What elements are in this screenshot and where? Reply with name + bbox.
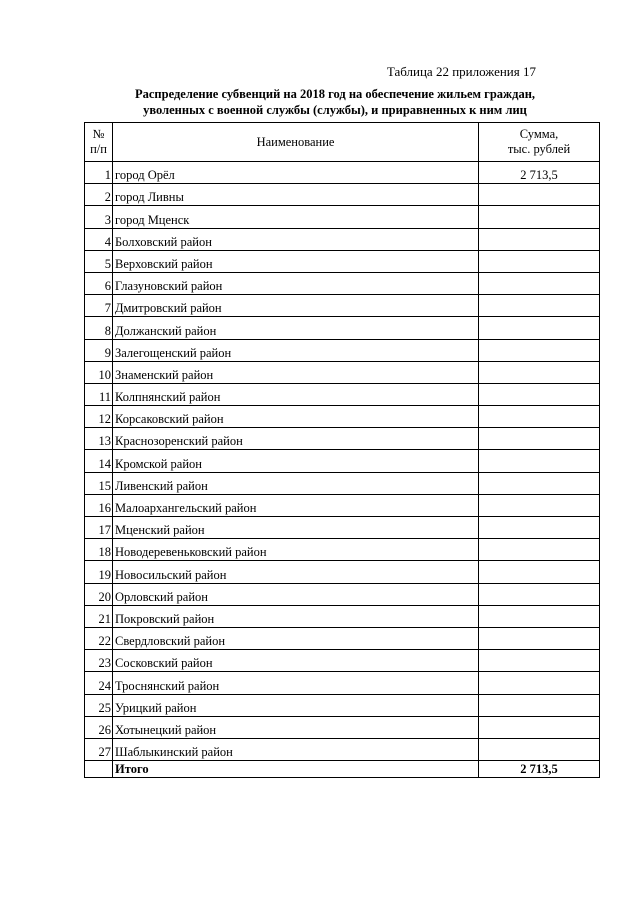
table-row [85, 716, 600, 738]
document-title [100, 86, 570, 118]
row-num-cell: 13 [85, 428, 113, 450]
table-row [85, 517, 600, 539]
row-name-cell: город Мценск [113, 206, 479, 228]
row-name-cell: Мценский район [113, 517, 479, 539]
table-row [85, 627, 600, 649]
header-num-line-2: п/п [90, 142, 107, 156]
row-sum-cell [479, 716, 600, 738]
row-sum-cell [479, 539, 600, 561]
row-name-cell: Орловский район [113, 583, 479, 605]
row-num-cell: 6 [85, 272, 113, 294]
row-name-cell: город Орёл [113, 162, 479, 184]
table-row [85, 206, 600, 228]
row-num-cell: 26 [85, 716, 113, 738]
row-num-cell: 5 [85, 250, 113, 272]
table-header-row [85, 123, 600, 162]
row-name-cell: Верховский район [113, 250, 479, 272]
row-sum-cell [479, 494, 600, 516]
row-sum-cell [479, 406, 600, 428]
row-sum-cell [479, 272, 600, 294]
table-row [85, 162, 600, 184]
row-num-cell: 21 [85, 605, 113, 627]
row-sum-cell [479, 228, 600, 250]
total-row [85, 761, 600, 778]
row-num-cell: 14 [85, 450, 113, 472]
row-name-cell: Залегощенский район [113, 339, 479, 361]
row-num-cell: 20 [85, 583, 113, 605]
row-num-cell: 7 [85, 295, 113, 317]
row-sum-cell: 2 713,5 [479, 162, 600, 184]
row-name-cell: Болховский район [113, 228, 479, 250]
row-num-cell: 24 [85, 672, 113, 694]
table-row [85, 650, 600, 672]
table-row [85, 339, 600, 361]
row-name-cell: город Ливны [113, 184, 479, 206]
row-name-cell: Шаблыкинский район [113, 738, 479, 760]
row-sum-cell [479, 694, 600, 716]
title-line-1: Распределение субвенций на 2018 год на обеспечение жильем граждан, [134, 87, 536, 101]
row-name-cell: Новосильский район [113, 561, 479, 583]
table-row [85, 561, 600, 583]
row-sum-cell [479, 250, 600, 272]
row-num-cell: 17 [85, 517, 113, 539]
table-row [85, 184, 600, 206]
row-name-cell: Должанский район [113, 317, 479, 339]
row-sum-cell [479, 361, 600, 383]
header-sum [479, 123, 600, 162]
row-name-cell: Новодеревеньковский район [113, 539, 479, 561]
table-row [85, 272, 600, 294]
row-name-cell: Покровский район [113, 605, 479, 627]
table-body [85, 162, 600, 761]
row-num-cell: 3 [85, 206, 113, 228]
row-num-cell: 9 [85, 339, 113, 361]
title-line-2: уволенных с военной службы (службы), и приравненных к ним лиц [143, 103, 527, 117]
table-row [85, 472, 600, 494]
table-row [85, 295, 600, 317]
header-num [85, 123, 113, 162]
table-row [85, 406, 600, 428]
header-num-line-1: № [92, 127, 105, 141]
row-num-cell: 19 [85, 561, 113, 583]
table-row [85, 317, 600, 339]
row-name-cell: Троснянский район [113, 672, 479, 694]
row-num-cell: 1 [85, 162, 113, 184]
table-row [85, 694, 600, 716]
row-name-cell: Дмитровский район [113, 295, 479, 317]
row-num-cell: 10 [85, 361, 113, 383]
table-row [85, 494, 600, 516]
row-sum-cell [479, 605, 600, 627]
row-sum-cell [479, 339, 600, 361]
row-num-cell: 16 [85, 494, 113, 516]
row-name-cell: Корсаковский район [113, 406, 479, 428]
row-num-cell: 27 [85, 738, 113, 760]
row-num-cell: 22 [85, 627, 113, 649]
table-row [85, 228, 600, 250]
table-row [85, 539, 600, 561]
table-row [85, 383, 600, 405]
row-num-cell: 23 [85, 650, 113, 672]
row-name-cell: Глазуновский район [113, 272, 479, 294]
row-sum-cell [479, 184, 600, 206]
total-label: Итого [113, 761, 479, 778]
table-row [85, 361, 600, 383]
header-sum-line-2: тыс. рублей [507, 142, 571, 156]
row-sum-cell [479, 383, 600, 405]
header-name: Наименование [113, 123, 479, 162]
table-caption: Таблица 22 приложения 17 [386, 64, 536, 79]
table-row [85, 672, 600, 694]
row-name-cell: Знаменский район [113, 361, 479, 383]
row-sum-cell [479, 428, 600, 450]
row-sum-cell [479, 738, 600, 760]
row-num-cell: 12 [85, 406, 113, 428]
subsidy-table [84, 122, 600, 778]
total-num-cell [85, 761, 113, 778]
row-name-cell: Урицкий район [113, 694, 479, 716]
row-sum-cell [479, 317, 600, 339]
row-num-cell: 15 [85, 472, 113, 494]
row-num-cell: 4 [85, 228, 113, 250]
row-name-cell: Колпнянский район [113, 383, 479, 405]
row-num-cell: 18 [85, 539, 113, 561]
table-row [85, 605, 600, 627]
row-sum-cell [479, 517, 600, 539]
row-name-cell: Малоархангельский район [113, 494, 479, 516]
total-sum: 2 713,5 [479, 761, 600, 778]
row-sum-cell [479, 583, 600, 605]
row-name-cell: Ливенский район [113, 472, 479, 494]
table-row [85, 738, 600, 760]
row-sum-cell [479, 206, 600, 228]
row-num-cell: 2 [85, 184, 113, 206]
row-sum-cell [479, 472, 600, 494]
table-row [85, 583, 600, 605]
row-sum-cell [479, 650, 600, 672]
row-num-cell: 8 [85, 317, 113, 339]
row-num-cell: 25 [85, 694, 113, 716]
row-sum-cell [479, 672, 600, 694]
table-row [85, 428, 600, 450]
table-row [85, 250, 600, 272]
row-sum-cell [479, 295, 600, 317]
row-sum-cell [479, 561, 600, 583]
row-num-cell: 11 [85, 383, 113, 405]
header-sum-line-1: Сумма, [519, 127, 559, 141]
row-name-cell: Сосковский район [113, 650, 479, 672]
row-sum-cell [479, 450, 600, 472]
table-row [85, 450, 600, 472]
row-name-cell: Кромской район [113, 450, 479, 472]
row-sum-cell [479, 627, 600, 649]
row-name-cell: Хотынецкий район [113, 716, 479, 738]
row-name-cell: Свердловский район [113, 627, 479, 649]
row-name-cell: Краснозоренский район [113, 428, 479, 450]
